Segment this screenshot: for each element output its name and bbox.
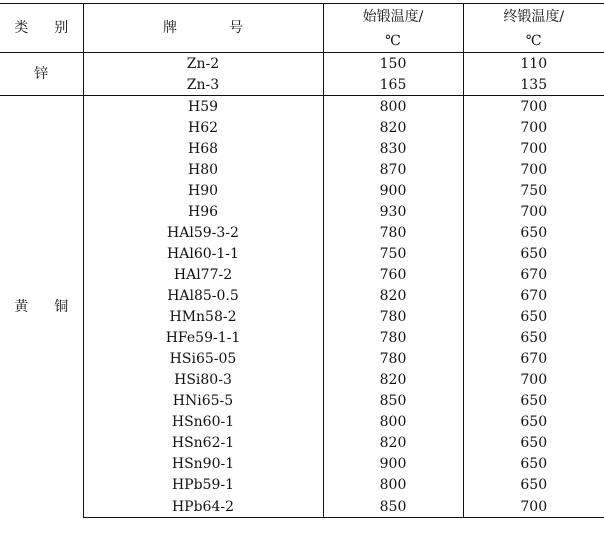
header-row [0, 4, 604, 30]
start-temp-cell: 760 [323, 264, 463, 285]
table-row [0, 328, 604, 349]
table-row [0, 74, 604, 96]
table-body [0, 53, 604, 518]
grade-cell: HAl77-2 [83, 264, 323, 285]
category-char: 锌 [34, 66, 49, 83]
header-start-unit: ℃ [323, 29, 463, 53]
table-row [0, 496, 604, 518]
end-temp-cell: 700 [463, 496, 604, 518]
end-temp-cell: 750 [520, 182, 548, 199]
end-temp-cell: 670 [520, 266, 548, 283]
category-char: 黄 [14, 298, 29, 315]
start-temp-cell: 820 [323, 117, 463, 138]
table-row [0, 433, 604, 454]
end-temp-cell: 650 [520, 477, 548, 494]
table-row [0, 307, 604, 328]
table-row [0, 201, 604, 222]
start-temp-cell: 900 [323, 180, 463, 201]
grade-cell: H68 [83, 138, 323, 159]
end-temp-cell: 650 [520, 330, 548, 347]
grade-cell: HFe59-1-1 [83, 328, 323, 349]
header-end-temp: 终锻温度/ [463, 4, 604, 30]
end-temp-cell: 700 [520, 119, 548, 136]
end-temp-cell: 650 [520, 456, 548, 473]
table-row [0, 286, 604, 307]
start-temp-cell: 820 [323, 370, 463, 391]
grade-cell: H80 [83, 159, 323, 180]
header-end-unit: ℃ [463, 29, 604, 53]
table-row [0, 454, 604, 475]
grade-cell: HAl59-3-2 [83, 222, 323, 243]
grade-cell: H96 [83, 201, 323, 222]
table-row [0, 370, 604, 391]
start-temp-cell: 800 [323, 412, 463, 433]
grade-cell: HMn58-2 [83, 307, 323, 328]
start-temp-cell: 750 [323, 243, 463, 264]
table-row [0, 117, 604, 138]
start-temp-cell: 900 [323, 454, 463, 475]
start-temp-cell: 820 [323, 286, 463, 307]
grade-cell: HSn62-1 [83, 433, 323, 454]
category-cell [0, 53, 83, 96]
end-temp-cell: 650 [520, 435, 548, 452]
header-grade-char-2: 号 [229, 20, 243, 36]
end-temp-cell: 650 [520, 309, 548, 326]
header-category-char-1: 类 [14, 20, 29, 36]
table-row [0, 264, 604, 285]
start-temp-cell: 800 [323, 96, 463, 118]
end-temp-cell: 700 [463, 96, 604, 118]
end-temp-cell: 700 [520, 161, 548, 178]
table-row [0, 53, 604, 75]
end-temp-cell: 650 [520, 224, 548, 241]
table-row [0, 349, 604, 370]
table-row [0, 159, 604, 180]
start-temp-cell: 800 [323, 475, 463, 496]
grade-cell: Zn-2 [83, 53, 323, 75]
header-start-temp: 始锻温度/ [323, 4, 463, 30]
start-temp-cell: 850 [323, 391, 463, 412]
table-row [0, 412, 604, 433]
end-temp-cell: 110 [463, 53, 604, 75]
category-cell [0, 96, 83, 518]
grade-cell: HAl85-0.5 [83, 286, 323, 307]
start-temp-cell: 780 [323, 328, 463, 349]
table-row [0, 138, 604, 159]
table-row [0, 96, 604, 118]
end-temp-cell: 650 [520, 245, 548, 262]
end-temp-cell: 700 [520, 203, 548, 220]
table-row [0, 243, 604, 264]
table-row [0, 391, 604, 412]
start-temp-cell: 150 [323, 53, 463, 75]
start-temp-cell: 830 [323, 138, 463, 159]
end-temp-cell: 650 [520, 393, 548, 410]
grade-cell: Zn-3 [83, 74, 323, 96]
end-temp-cell: 700 [520, 372, 548, 389]
forging-temperature-table [0, 3, 604, 518]
end-temp-cell: 700 [520, 140, 548, 157]
start-temp-cell: 820 [323, 433, 463, 454]
grade-cell: HSn90-1 [83, 454, 323, 475]
grade-cell: H62 [83, 117, 323, 138]
table-row [0, 180, 604, 201]
end-temp-cell: 670 [520, 351, 548, 368]
grade-cell: HAl60-1-1 [83, 243, 323, 264]
table-row [0, 222, 604, 243]
table-row [0, 475, 604, 496]
start-temp-cell: 850 [323, 496, 463, 518]
header-grade-char-1: 牌 [163, 20, 177, 36]
start-temp-cell: 780 [323, 307, 463, 328]
end-temp-cell: 650 [520, 414, 548, 431]
header-category [0, 4, 83, 53]
grade-cell: H90 [83, 180, 323, 201]
start-temp-cell: 780 [323, 349, 463, 370]
grade-cell: HSn60-1 [83, 412, 323, 433]
grade-cell: HNi65-5 [83, 391, 323, 412]
start-temp-cell: 780 [323, 222, 463, 243]
end-temp-cell: 670 [520, 288, 548, 305]
start-temp-cell: 165 [323, 74, 463, 96]
start-temp-cell: 870 [323, 159, 463, 180]
header-category-char-2: 别 [54, 20, 69, 36]
grade-cell: HPb59-1 [83, 475, 323, 496]
grade-cell: HPb64-2 [83, 496, 323, 518]
grade-cell: HSi80-3 [83, 370, 323, 391]
category-char: 铜 [54, 298, 69, 315]
grade-cell: H59 [83, 96, 323, 118]
grade-cell: HSi65-05 [83, 349, 323, 370]
end-temp-cell: 135 [520, 76, 548, 93]
start-temp-cell: 930 [323, 201, 463, 222]
header-grade [83, 4, 323, 53]
